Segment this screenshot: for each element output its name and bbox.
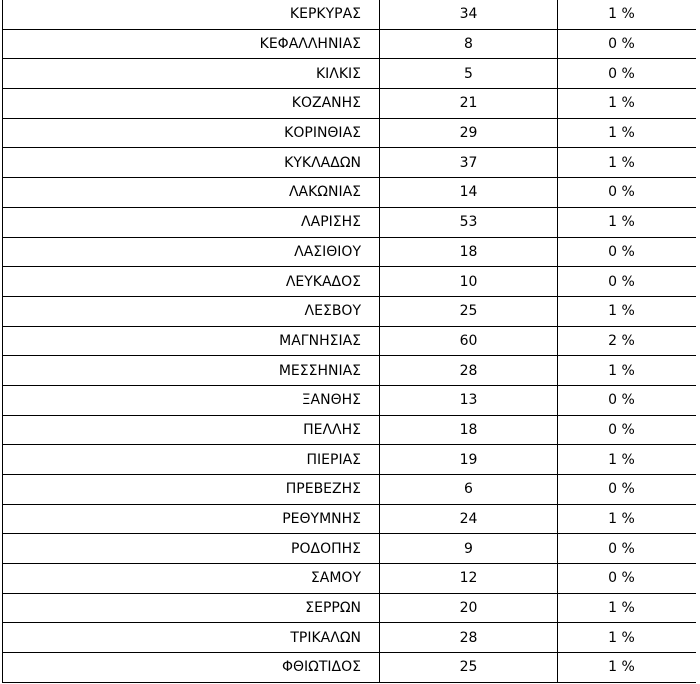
- count-cell: 21: [380, 89, 558, 119]
- prefecture-name-cell: ΚΟΡΙΝΘΙΑΣ: [3, 118, 380, 148]
- table-row: [3, 385, 697, 415]
- prefecture-name-cell: ΡΟΔΟΠΗΣ: [3, 534, 380, 564]
- prefecture-name-cell: ΡΕΘΥΜΝΗΣ: [3, 504, 380, 534]
- table-row: [3, 178, 697, 208]
- count-cell: 12: [380, 564, 558, 594]
- table-row: [3, 29, 697, 59]
- percent-cell: 0 %: [558, 237, 697, 267]
- table-row: [3, 445, 697, 475]
- percent-cell: 0 %: [558, 178, 697, 208]
- percent-cell: 1 %: [558, 623, 697, 653]
- count-cell: 25: [380, 653, 558, 683]
- prefecture-name-cell: ΣΑΜΟΥ: [3, 564, 380, 594]
- prefecture-name-cell: ΚΕΡΚΥΡΑΣ: [3, 0, 380, 29]
- count-cell: 29: [380, 118, 558, 148]
- count-cell: 28: [380, 356, 558, 386]
- percent-cell: 0 %: [558, 59, 697, 89]
- table-row: [3, 326, 697, 356]
- percent-cell: 1 %: [558, 296, 697, 326]
- count-cell: 24: [380, 504, 558, 534]
- count-cell: 60: [380, 326, 558, 356]
- percent-cell: 1 %: [558, 207, 697, 237]
- percent-cell: 0 %: [558, 267, 697, 297]
- table-row: [3, 623, 697, 653]
- count-cell: 10: [380, 267, 558, 297]
- count-cell: 18: [380, 237, 558, 267]
- count-cell: 14: [380, 178, 558, 208]
- prefecture-name-cell: ΜΑΓΝΗΣΙΑΣ: [3, 326, 380, 356]
- percent-cell: 1 %: [558, 89, 697, 119]
- table-row: [3, 0, 697, 29]
- count-cell: 37: [380, 148, 558, 178]
- table-row: [3, 89, 697, 119]
- prefecture-name-cell: ΚΟΖΑΝΗΣ: [3, 89, 380, 119]
- percent-cell: 1 %: [558, 445, 697, 475]
- prefecture-name-cell: ΠΡΕΒΕΖΗΣ: [3, 475, 380, 505]
- prefecture-name-cell: ΛΕΥΚΑΔΟΣ: [3, 267, 380, 297]
- table-row: [3, 148, 697, 178]
- table-row: [3, 267, 697, 297]
- count-cell: 25: [380, 296, 558, 326]
- prefecture-name-cell: ΠΕΛΛΗΣ: [3, 415, 380, 445]
- prefecture-name-cell: ΚΕΦΑΛΛΗΝΙΑΣ: [3, 29, 380, 59]
- percent-cell: 0 %: [558, 415, 697, 445]
- table-row: [3, 534, 697, 564]
- count-cell: 5: [380, 59, 558, 89]
- table-row: [3, 504, 697, 534]
- prefecture-name-cell: ΣΕΡΡΩΝ: [3, 593, 380, 623]
- prefecture-name-cell: ΚΙΛΚΙΣ: [3, 59, 380, 89]
- table-row: [3, 415, 697, 445]
- percent-cell: 0 %: [558, 564, 697, 594]
- count-cell: 19: [380, 445, 558, 475]
- count-cell: 20: [380, 593, 558, 623]
- prefecture-table: [2, 0, 696, 683]
- table-row: [3, 475, 697, 505]
- prefecture-name-cell: ΤΡΙΚΑΛΩΝ: [3, 623, 380, 653]
- table-row: [3, 118, 697, 148]
- percent-cell: 0 %: [558, 385, 697, 415]
- table-row: [3, 59, 697, 89]
- count-cell: 28: [380, 623, 558, 653]
- count-cell: 6: [380, 475, 558, 505]
- count-cell: 8: [380, 29, 558, 59]
- count-cell: 18: [380, 415, 558, 445]
- table-body: [3, 0, 697, 682]
- table-row: [3, 296, 697, 326]
- prefecture-table-container: [2, 0, 696, 684]
- prefecture-name-cell: ΛΑΣΙΘΙΟΥ: [3, 237, 380, 267]
- table-row: [3, 593, 697, 623]
- prefecture-name-cell: ΛΑΡΙΣΗΣ: [3, 207, 380, 237]
- prefecture-name-cell: ΚΥΚΛΑΔΩΝ: [3, 148, 380, 178]
- table-row: [3, 356, 697, 386]
- count-cell: 53: [380, 207, 558, 237]
- prefecture-name-cell: ΞΑΝΘΗΣ: [3, 385, 380, 415]
- percent-cell: 1 %: [558, 504, 697, 534]
- percent-cell: 1 %: [558, 356, 697, 386]
- percent-cell: 0 %: [558, 534, 697, 564]
- prefecture-name-cell: ΠΙΕΡΙΑΣ: [3, 445, 380, 475]
- prefecture-name-cell: ΜΕΣΣΗΝΙΑΣ: [3, 356, 380, 386]
- percent-cell: 0 %: [558, 475, 697, 505]
- count-cell: 34: [380, 0, 558, 29]
- prefecture-name-cell: ΛΑΚΩΝΙΑΣ: [3, 178, 380, 208]
- percent-cell: 1 %: [558, 148, 697, 178]
- table-row: [3, 207, 697, 237]
- count-cell: 13: [380, 385, 558, 415]
- percent-cell: 2 %: [558, 326, 697, 356]
- prefecture-name-cell: ΦΘΙΩΤΙΔΟΣ: [3, 653, 380, 683]
- table-row: [3, 653, 697, 683]
- table-row: [3, 237, 697, 267]
- percent-cell: 1 %: [558, 593, 697, 623]
- table-row: [3, 564, 697, 594]
- percent-cell: 1 %: [558, 0, 697, 29]
- prefecture-name-cell: ΛΕΣΒΟΥ: [3, 296, 380, 326]
- percent-cell: 1 %: [558, 653, 697, 683]
- percent-cell: 0 %: [558, 29, 697, 59]
- count-cell: 9: [380, 534, 558, 564]
- percent-cell: 1 %: [558, 118, 697, 148]
